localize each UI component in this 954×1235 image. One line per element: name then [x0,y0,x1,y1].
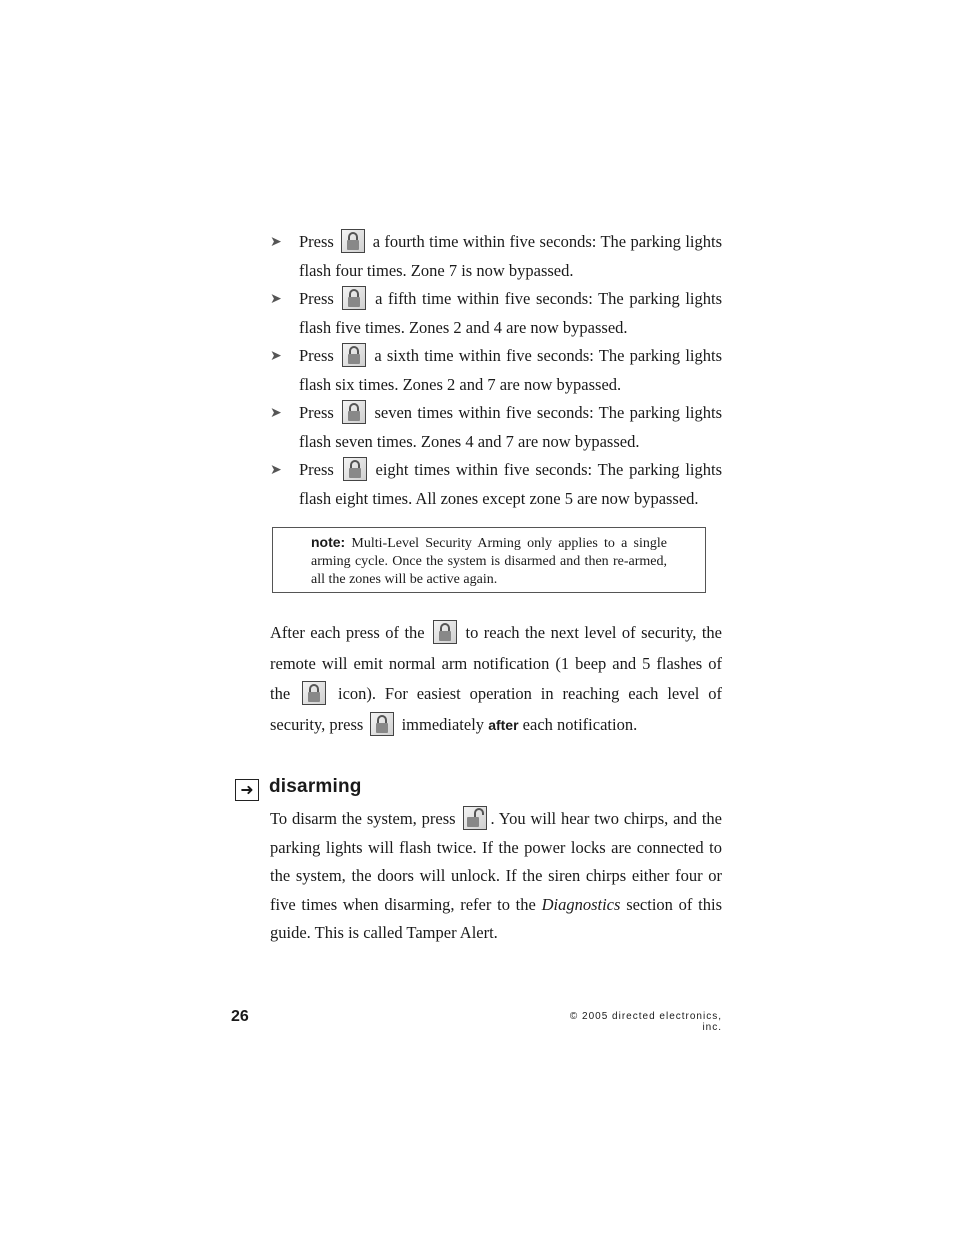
paragraph-text: icon). For easiest operation in reaching each level of security, press [270,684,723,734]
diagnostics-reference: Diagnostics [541,894,621,914]
arrowhead-bullet-icon: ➤ [270,348,282,364]
note-text: Multi-Level Security Arming only applies to a single arming cycle. Once the system is disarmed and then re-armed, all the zones will be active again. [311,536,667,587]
lock-icon [302,681,326,705]
right-arrow-icon: ➜ [235,779,259,801]
bullet-item [270,399,722,456]
lock-icon [342,286,366,310]
lock-icon [342,400,366,424]
arrowhead-bullet-icon: ➤ [270,462,282,478]
bullet-list [270,228,722,513]
paragraph-text: section of this guide. This is called Tamper Alert. [270,894,722,942]
paragraph-text: to reach the next level of security, the remote will emit normal arm notification (1 beep and 5 flashes of the [270,623,723,703]
note-box [272,527,706,593]
page-number: 26 [231,1008,249,1025]
bullet-text: a sixth time within five seconds: The parking lights flash six times. Zones 2 and 7 are now bypassed. [299,346,722,394]
lock-icon [341,229,365,253]
paragraph-text: To disarm the system, press [270,809,456,828]
press-label: Press [299,403,334,422]
arrowhead-bullet-icon: ➤ [270,291,282,307]
paragraph-text: each notification. [522,714,638,734]
lock-icon [370,712,394,736]
press-label: Press [299,460,334,479]
bullet-item [270,285,722,342]
disarming-paragraph [270,805,722,948]
press-label: Press [299,289,334,308]
note-label: note: [311,534,346,550]
bullet-text: a fifth time within five seconds: The parking lights flash five times. Zones 2 and 4 are now bypassed. [299,289,723,337]
paragraph-text: . You will hear two chirps, and the parking lights will flash twice. If the power locks are connected to the system, the doors will unlock. If the siren chirps either four or five times when disarming, refer to the [270,809,722,914]
paragraph-text: After each press of the [270,623,425,642]
bullet-text: seven times within five seconds: The parking lights flash seven times. Zones 4 and 7 are now bypassed. [299,403,723,451]
press-label: Press [299,346,334,365]
arrowhead-bullet-icon: ➤ [270,405,282,421]
paragraph-text: immediately [401,714,485,734]
arrowhead-bullet-icon: ➤ [270,234,282,250]
bullet-item [270,456,722,513]
section-heading: disarming [269,776,362,797]
bullet-text: eight times within five seconds: The parking lights flash eight times. All zones except zone 5 are now bypassed. [299,460,723,508]
lock-icon [433,620,457,644]
arming-paragraph [270,618,722,740]
after-emphasis: after [488,716,519,733]
lock-icon [343,457,367,481]
lock-icon [342,343,366,367]
bullet-item [270,342,722,399]
copyright: © 2005 directed electronics, inc. [569,1011,722,1033]
press-label: Press [299,232,334,251]
unlock-icon [463,806,487,830]
bullet-item [270,228,722,285]
bullet-text: a fourth time within five seconds: The parking lights flash four times. Zone 7 is now bypassed. [299,232,723,280]
